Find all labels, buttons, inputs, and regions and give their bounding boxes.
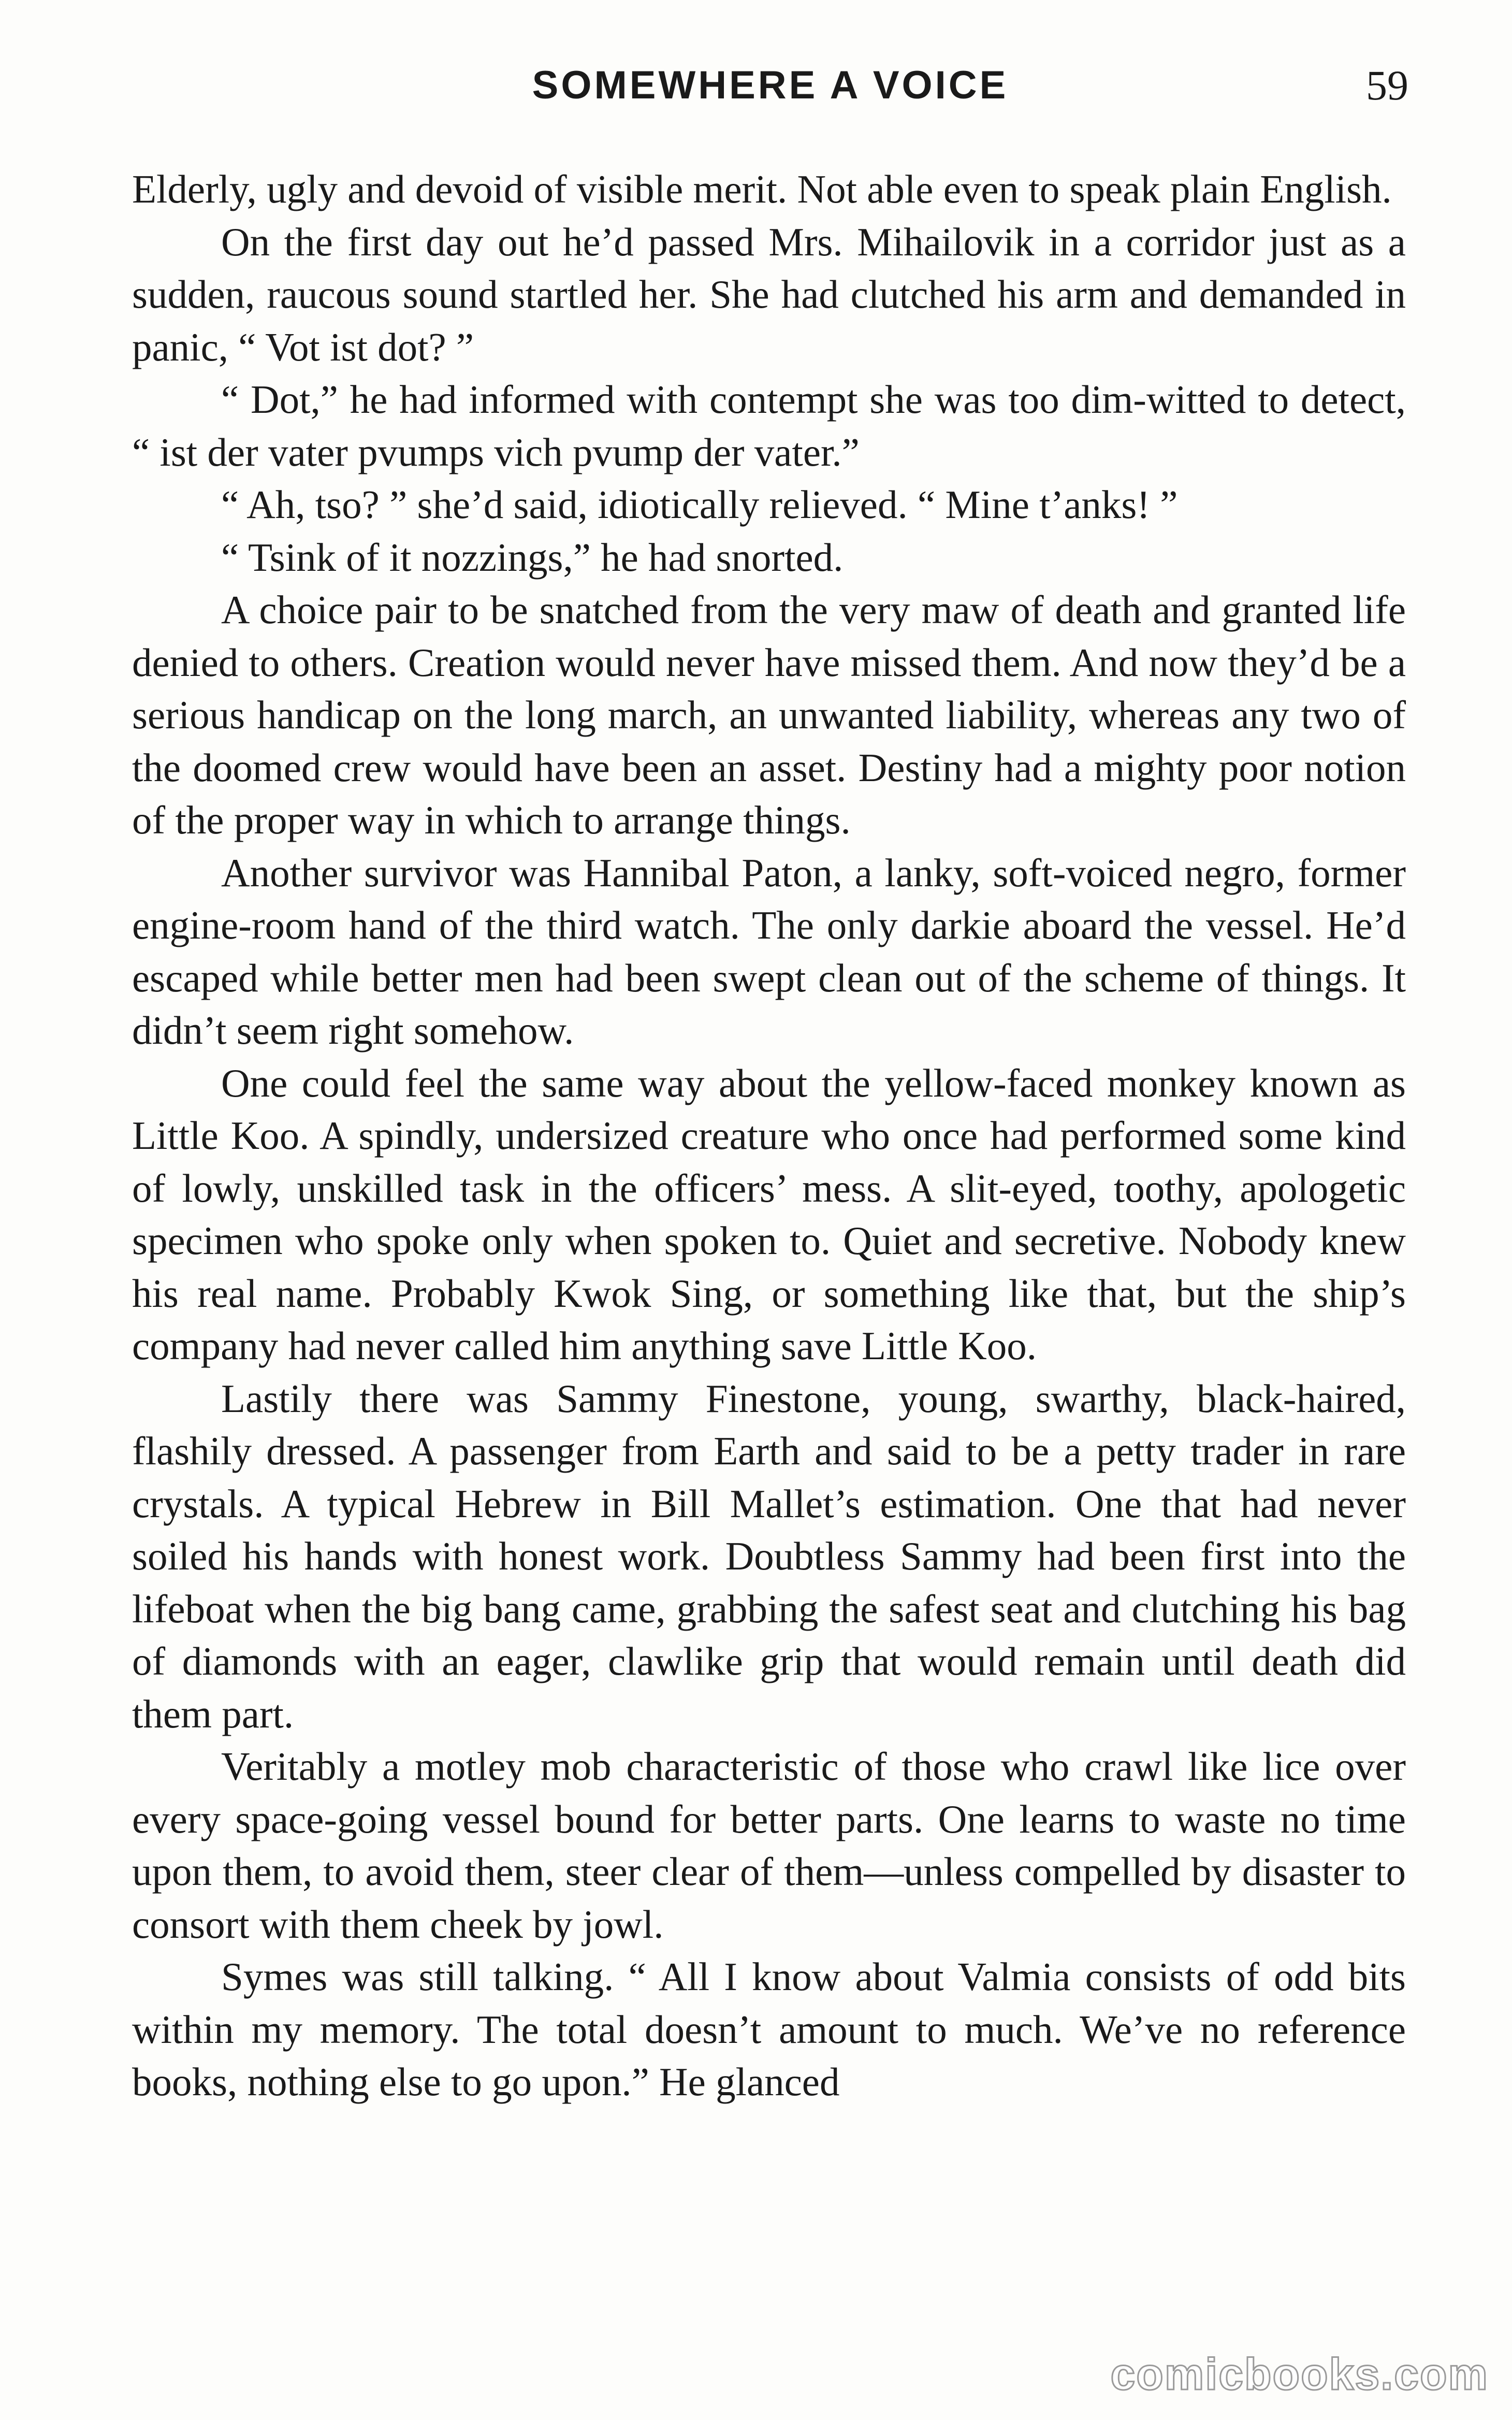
paragraph: Elderly, ugly and devoid of visible merit. Not able even to speak plain English. (132, 167, 1392, 211)
paragraph: Symes was still talking. “ All I know about Valmia consists of odd bits within my memory. The total doesn’t amount to much. We’ve no reference books, nothing else to go upon.” He glanced (132, 1954, 1406, 2104)
running-head (132, 57, 1408, 114)
body-text (132, 163, 1406, 2109)
paragraph: “ Tsink of it nozzings,” he had snorted. (221, 535, 844, 580)
paragraph: A choice pair to be snatched from the very maw of death and granted life denied to others. Creation would never have missed them. And now they’d be a serious handicap on the long march, an unwanted liability, whereas any two of the doomed crew would have been an asset. Destiny had a mighty poor notion of the proper way in which to arrange things. (132, 587, 1406, 842)
paragraph: Veritably a motley mob characteristic of those who crawl like lice over every space-going vessel bound for better parts. One learns to waste no time upon them, to avoid them, steer clear of them—unless compelled by disaster to consort with them cheek by jowl. (132, 1744, 1406, 1947)
paragraph: “ Dot,” he had informed with contempt she was too dim-witted to detect, “ ist der vater pvumps vich pvump der vater.” (132, 377, 1406, 474)
paragraph: One could feel the same way about the yellow-faced monkey known as Little Koo. A spindly, undersized creature who once had performed some kind of lowly, unskilled task in the officers’ mess. A slit-eyed, toothy, apologetic specimen who spoke only when spoken to. Quiet and secretive. Nobody knew his real name. Probably Kwok Sing, or something like that, but the ship’s company had never called him anything save Little Koo. (132, 1060, 1406, 1368)
page-number: 59 (1366, 62, 1408, 109)
paragraph: On the first day out he’d passed Mrs. Mihailovik in a corridor just as a sudden, raucous sound startled her. She had clutched his arm and demanded in panic, “ Vot ist dot? ” (132, 219, 1406, 369)
running-title: SOMEWHERE A VOICE (532, 63, 1009, 107)
paragraph: Lastily there was Sammy Finestone, young, swarthy, black-haired, flashily dressed. A passenger from Earth and said to be a petty trader in rare crystals. A typical Hebrew in Bill Mallet’s estimation. One that had never soiled his hands with honest work. Doubtless Sammy had been first into the lifeboat when the big bang came, grabbing the safest seat and clutching his bag of diamonds with an eager, clawlike grip that would remain until death did them part. (132, 1376, 1406, 1736)
site-watermark: comicbooks.com (1110, 2350, 1489, 2399)
paragraph: Another survivor was Hannibal Paton, a lanky, soft-voiced negro, former engine-room hand of the third watch. The only darkie aboard the vessel. He’d escaped while better men had been swept clean out of the scheme of things. It didn’t seem right somehow. (132, 850, 1406, 1053)
paragraph: “ Ah, tso? ” she’d said, idiotically relieved. “ Mine t’anks! ” (221, 482, 1178, 527)
